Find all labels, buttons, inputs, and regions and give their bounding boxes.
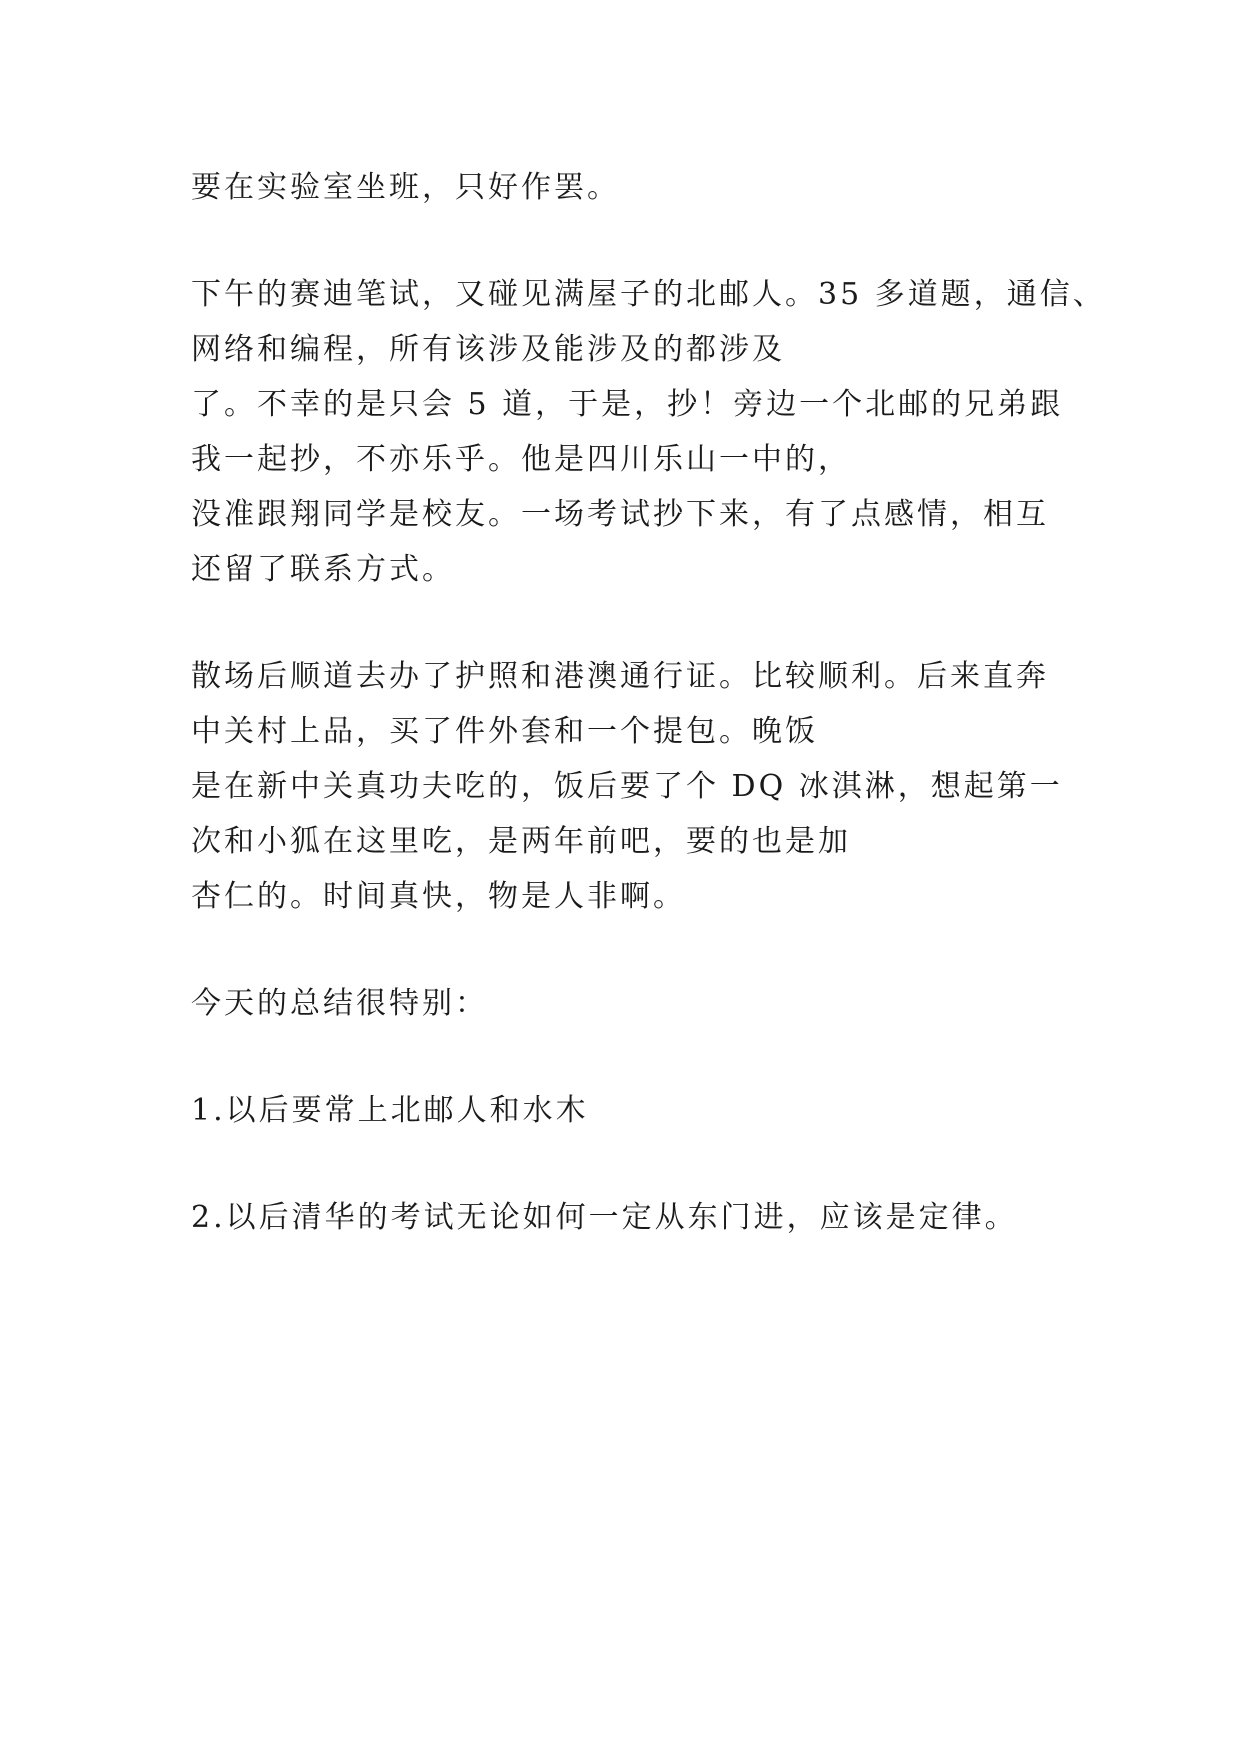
text-line: 今天的总结很特别： xyxy=(191,986,488,1021)
list-item-1 xyxy=(191,1083,1151,1138)
text-line: 中关村上品，买了件外套和一个提包。晚饭 xyxy=(191,714,818,749)
paragraph-1 xyxy=(191,160,1151,215)
text-line: 网络和编程，所有该涉及能涉及的都涉及 xyxy=(191,332,785,367)
text-line: 还留了联系方式。 xyxy=(191,552,455,587)
text-line: 我一起抄，不亦乐乎。他是四川乐山一中的， xyxy=(191,442,851,477)
text-line: 散场后顺道去办了护照和港澳通行证。比较顺利。后来直奔 xyxy=(191,659,1049,694)
text-line: 1.以后要常上北邮人和水木 xyxy=(191,1093,589,1128)
text-line: 没准跟翔同学是校友。一场考试抄下来，有了点感情，相互 xyxy=(191,497,1049,532)
text-line: 是在新中关真功夫吃的，饭后要了个 DQ 冰淇淋，想起第一 xyxy=(191,769,1063,804)
text-line: 下午的赛迪笔试，又碰见满屋子的北邮人。35 多道题，通信、 xyxy=(191,277,1106,312)
list-item-2 xyxy=(191,1190,1151,1245)
paragraph-summary-heading xyxy=(191,976,1151,1031)
document-body xyxy=(191,160,1151,1297)
text-line: 了。不幸的是只会 5 道，于是，抄！旁边一个北邮的兄弟跟 xyxy=(191,387,1064,422)
text-line: 杏仁的。时间真快，物是人非啊。 xyxy=(191,879,686,914)
text-line: 要在实验室坐班，只好作罢。 xyxy=(191,170,620,205)
paragraph-3 xyxy=(191,649,1151,924)
paragraph-2 xyxy=(191,267,1151,597)
text-line: 2.以后清华的考试无论如何一定从东门进，应该是定律。 xyxy=(191,1200,1018,1235)
text-line: 次和小狐在这里吃，是两年前吧，要的也是加 xyxy=(191,824,851,859)
